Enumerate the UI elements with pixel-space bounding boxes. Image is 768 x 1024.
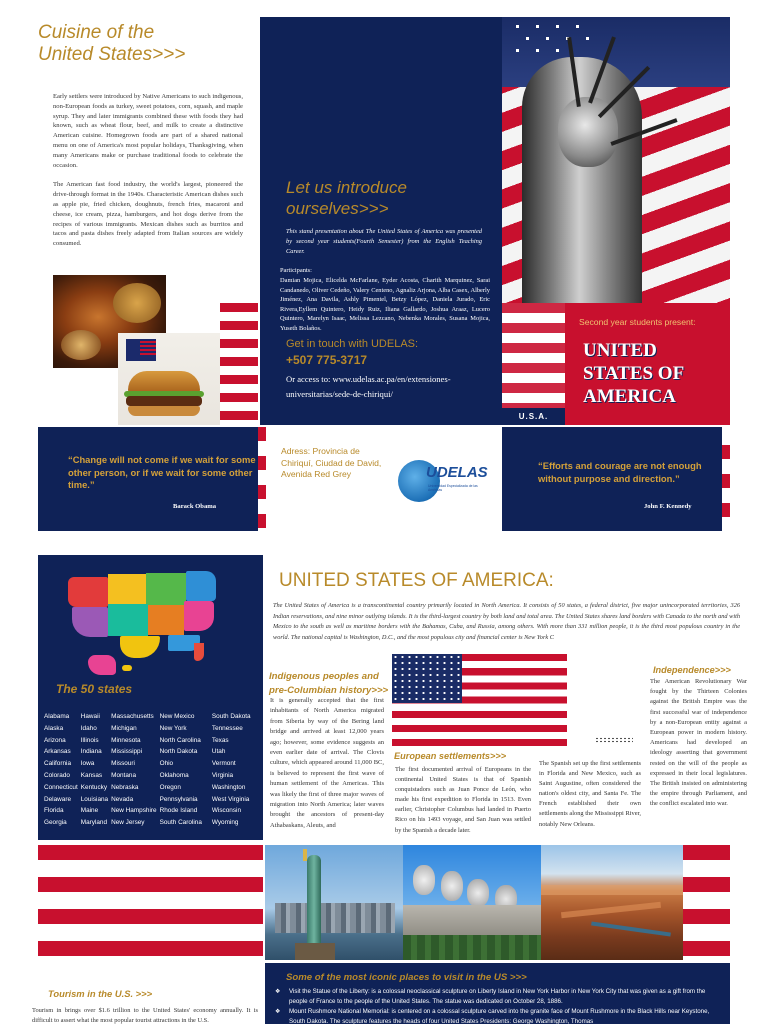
cover-title-block bbox=[565, 303, 730, 425]
cuisine-section bbox=[38, 22, 256, 249]
cuisine-paragraph-1: Early settlers were introduced by Native Americans to such indigenous, non-European foods as turkey, sweet potatoes, corn, squash, and maple syrup. They and later immigrants combined these with foods they had known, such as wheat flour, beef, and milk to create a distinctive American cuisine. Homegrown foods are part of a shared national menu on one of America's most popular holidays, Thanksgiving, when many Americans make or purchase traditional foods to celebrate the occasion. bbox=[53, 93, 243, 169]
usa-map-icon bbox=[68, 569, 218, 661]
states-row bbox=[44, 746, 254, 758]
states-title: The 50 states bbox=[56, 682, 133, 696]
indigenous-text: It is generally accepted that the first inhabitants of North America migrated from Siberia by way of the Bering land bridge and arrived at least 12,000 years ago; however, some evidence suggests an even earlier date of arrival. The Clovis culture, which appeared around 11,000 BC, is believed to represent the first wave of human settlement of the Americas. This was likely the first of three major waves of migration into North America; later waves brought the ancestors of present-day Athabaskans, Aleuts, and bbox=[270, 697, 384, 829]
iconic-places-title: Some of the most iconic places to visit in the US >>> bbox=[286, 972, 527, 983]
participants-label: Participants: bbox=[280, 267, 312, 274]
state-name: North Carolina bbox=[159, 736, 201, 744]
state-name: Arizona bbox=[44, 736, 66, 744]
state-name: Idaho bbox=[80, 724, 97, 732]
cover-title: UNITED STATES OF AMERICA bbox=[583, 340, 685, 407]
flag-stripe bbox=[220, 303, 258, 312]
iconic-places-panel bbox=[265, 963, 730, 1024]
hawaii-map-icon bbox=[122, 665, 132, 671]
state-name: Kentucky bbox=[80, 783, 108, 791]
state-name: Kansas bbox=[80, 771, 103, 779]
flag-stripe bbox=[258, 485, 266, 499]
quote-panel-left bbox=[38, 427, 258, 531]
usa-section-title: UNITED STATES OF AMERICA: bbox=[279, 570, 554, 591]
state-name: Michigan bbox=[111, 724, 137, 732]
state-name: Colorado bbox=[44, 771, 70, 779]
state-name: Wisconsin bbox=[211, 807, 241, 815]
states-row bbox=[44, 817, 254, 829]
state-name: Delaware bbox=[44, 795, 71, 803]
european-text: The first documented arrival of Europeans in the continental United States is that of Spanish conquistadors such as Juan Ponce de León, who made his first expedition to Florida in 1513. Even earlier, Christopher Columbus had landed in Puerto Rico on his 1493 voyage, and San Juan was settled by the Spanish a decade later. bbox=[395, 766, 531, 834]
flag-stripe bbox=[683, 909, 730, 924]
us-flag-image bbox=[392, 654, 567, 746]
state-name: Oklahoma bbox=[159, 771, 189, 779]
flag-stripe bbox=[38, 909, 263, 924]
state-name: Tennessee bbox=[211, 724, 243, 732]
state-name: Florida bbox=[44, 807, 64, 815]
flag-stripe bbox=[220, 375, 258, 384]
state-name: Indiana bbox=[80, 748, 102, 756]
state-name: Virginia bbox=[211, 771, 234, 779]
state-name: South Dakota bbox=[211, 713, 251, 720]
flag-stripe bbox=[683, 877, 730, 892]
state-name: Vermont bbox=[211, 760, 236, 768]
state-name: Nebraska bbox=[111, 783, 139, 791]
cuisine-title: Cuisine of the United States>>> bbox=[38, 22, 186, 65]
quote-obama-author: Barack Obama bbox=[173, 503, 217, 510]
state-name: California bbox=[44, 760, 71, 768]
address-text: Adress: Provincia de Chiriquí, Ciudad de David, Avenida Red Grey bbox=[281, 446, 382, 480]
cuisine-paragraph-2: The American fast food industry, the world's largest, pioneered the drive-through format in the 1940s. Characteristic American dishes such as apple pie, fried chicken, doughnuts, french fries, macaroni and cheese, ice cream, pizza, hamburgers, and hot dogs derive from the recipes of various immigrants. Mexican dishes such as burritos and tacos and pasta dishes freely adapted from Italian sources are widely consumed. bbox=[53, 181, 243, 248]
usa-intro-text: The United States of America is a transcontinental country primarily located in North America. It consists of 50 states, a federal district, five major unincorporated territories, 326 Indian reservations, and nine minor outlying islands. It is the third-largest country by both land and total area. The United States shares land borders with Canada to the north and with Mexico to the south as well as maritime borders with the Bahamas, Cuba, and Russia, among others. With more than 331 million people, it is the third most populous country in the world. The national capital is Washington, D.C., and the most populous city and financial center is New York C bbox=[273, 602, 740, 641]
state-name: Nevada bbox=[111, 795, 134, 803]
tourism-title: Tourism in the U.S. >>> bbox=[48, 988, 153, 999]
state-name: New Hampshire bbox=[111, 807, 157, 815]
quote-panel-right bbox=[502, 427, 722, 531]
flag-stripe bbox=[220, 393, 258, 402]
photo-statue-of-liberty bbox=[265, 845, 403, 960]
state-name: North Dakota bbox=[159, 748, 198, 756]
state-name: Pennsylvania bbox=[159, 795, 198, 803]
photo-mount-rushmore bbox=[403, 845, 541, 960]
contact-heading: Get in touch with UDELAS: bbox=[286, 338, 419, 350]
flag-stripe bbox=[220, 357, 258, 366]
flag-stripe bbox=[220, 411, 258, 420]
state-name: Missouri bbox=[111, 760, 135, 768]
independence-title: Independence>>> bbox=[653, 665, 731, 675]
alaska-map-icon bbox=[88, 655, 116, 675]
state-name: Oregon bbox=[159, 783, 181, 791]
flag-stripe bbox=[38, 877, 263, 892]
flag-stripe bbox=[258, 456, 266, 470]
iconic-places-list bbox=[275, 987, 721, 1024]
cover-red-side bbox=[502, 303, 565, 408]
state-name: Louisiana bbox=[80, 795, 109, 803]
spanish-settlements-text: The Spanish set up the first settlements in Florida and New Mexico, such as Saint Augustine, often considered the nation's oldest city, and Santa Fe. The French established their own settlements along the Mississippi River, notably New Orleans. bbox=[539, 760, 641, 828]
state-name: Maryland bbox=[80, 819, 108, 827]
state-name: Rhode Island bbox=[159, 807, 198, 815]
state-name: Washington bbox=[211, 783, 246, 791]
flag-stripe bbox=[683, 845, 730, 860]
state-name: Ohio bbox=[159, 760, 174, 768]
states-row bbox=[44, 723, 254, 735]
state-name: Georgia bbox=[44, 819, 67, 827]
state-name: Maine bbox=[80, 807, 99, 815]
flag-stripe bbox=[258, 514, 266, 528]
quote-kennedy-author: John F. Kennedy bbox=[644, 503, 692, 510]
indigenous-title: Indigenous peoples and pre-Columbian history>>> bbox=[269, 671, 389, 696]
states-row bbox=[44, 735, 254, 747]
flag-stripe bbox=[220, 339, 258, 348]
cover-presents: Second year students present: bbox=[579, 317, 696, 327]
states-panel bbox=[38, 555, 263, 840]
state-name: Texas bbox=[211, 736, 229, 744]
states-table bbox=[44, 711, 254, 829]
intro-title: Let us introduce ourselves>>> bbox=[286, 178, 407, 218]
small-map-mark bbox=[595, 737, 633, 743]
quote-kennedy-text: “Efforts and courage are not enough without purpose and direction.” bbox=[538, 460, 702, 484]
states-row bbox=[44, 794, 254, 806]
states-row bbox=[44, 770, 254, 782]
state-name: Connecticut bbox=[44, 783, 78, 791]
statue-of-liberty-cover-photo bbox=[502, 17, 730, 303]
states-row bbox=[44, 805, 254, 817]
state-name: Utah bbox=[211, 748, 226, 756]
state-name: Arkansas bbox=[44, 748, 71, 756]
state-name: Alaska bbox=[44, 724, 64, 732]
participants-list: Damian Mojica, Elicelda McFarlane, Eyder Acosta, Charith Marquinez, Sarai Candanedo, Oliver Cedeño, Valery Centeno, Agnaliz Arjona, Alba Casex, Alberly Jiménez, Ana Davila, Ashly Pimentel, Betzy López, Daniela Jurado, Eric Rivera,Eyllem Quintero, Heidy Ruiz, Iliana Gallardo, Joshua Araaz, Lucero Quintero, Marelyn Isaac, Melissa Lezcano, Nebenka Morales, Susana Mojica, Yuseth Bolaños. bbox=[280, 277, 490, 332]
place-item-statue: ❖ Visit the Statue of the Liberty: is a colossal neoclassical sculpture on Liberty Island in New York Harbor in New York City that was given as a gift from the people of France to the people of the United States. The statue was dedicated on October 28, 1886. bbox=[275, 987, 721, 1007]
flag-stripe bbox=[220, 321, 258, 330]
star-field bbox=[392, 654, 462, 703]
flag-stripe bbox=[722, 503, 730, 517]
intro-text: This stand presentation about The United States of America was presented by second year students(Fourth Semester) from the English Teaching Career. bbox=[286, 228, 482, 255]
state-name: New York bbox=[159, 724, 187, 732]
flag-stripe bbox=[722, 474, 730, 488]
quote-obama-text: “Change will not come if we wait for some other person, or if we wait for some other time.” bbox=[68, 454, 256, 491]
flag-stripe bbox=[38, 941, 263, 956]
place-item-rushmore: ❖ Mount Rushmore National Memorial: is centered on a colossal sculpture carved into the granite face of Mount Rushmore in the Black Hills near Keystone, South Dakota. The sculpture features the heads of four United States Presidents: George Washington, Thomas bbox=[275, 1007, 721, 1024]
states-row bbox=[44, 711, 254, 723]
udelas-logo: UDELAS Universidad Especializada de las Américas bbox=[398, 458, 488, 502]
state-name: Minnesota bbox=[111, 736, 141, 744]
state-name: Mississippi bbox=[111, 748, 143, 756]
state-name: South Carolina bbox=[159, 819, 202, 827]
state-name: West Virginia bbox=[211, 795, 250, 803]
usa-label-strip: U.S.A. bbox=[502, 408, 565, 425]
tourism-text: Tourism in brings over $1.6 trillion to the United States' economy annually. It is difficult to assert what the most popular tourist attractions in the U.S. bbox=[32, 1007, 258, 1024]
website-line-1[interactable]: Or access to: www.udelas.ac.pa/en/extensiones- bbox=[286, 374, 451, 384]
state-name: Massachusetts bbox=[111, 713, 154, 720]
intro-panel bbox=[260, 17, 502, 425]
photo-grand-canyon bbox=[541, 845, 683, 960]
contact-phone[interactable]: +507 775-3717 bbox=[286, 353, 368, 367]
flag-stripe bbox=[683, 941, 730, 956]
website-line-2[interactable]: universitarias/sede-de-chiriqui/ bbox=[286, 389, 393, 399]
state-name: New Jersey bbox=[111, 819, 145, 827]
independence-text: The American Revolutionary War fought by the Thirteen Colonies against the British Empire was the first successful war of independence by a non-European entity against a European power in modern history. Americans had developed an ideology asserting that government rested on the will of the people as expressed in their local legislatures. The British insisted on administering the empire through Parliament, and the conflict escalated into war. bbox=[650, 678, 747, 808]
states-row bbox=[44, 758, 254, 770]
food-photo-burger bbox=[118, 333, 220, 425]
states-row bbox=[44, 782, 254, 794]
state-name: Wyoming bbox=[211, 819, 239, 827]
european-title: European settlements>>> bbox=[394, 751, 507, 761]
state-name: Hawaii bbox=[80, 713, 100, 720]
flag-stripe bbox=[38, 845, 263, 860]
flag-stripe bbox=[722, 445, 730, 459]
state-name: Illinois bbox=[80, 736, 99, 744]
state-name: Alabama bbox=[44, 713, 70, 720]
state-name: Montana bbox=[111, 771, 136, 779]
state-name: Iowa bbox=[80, 760, 95, 768]
flag-stripe bbox=[258, 427, 266, 441]
state-name: New Mexico bbox=[159, 713, 195, 720]
